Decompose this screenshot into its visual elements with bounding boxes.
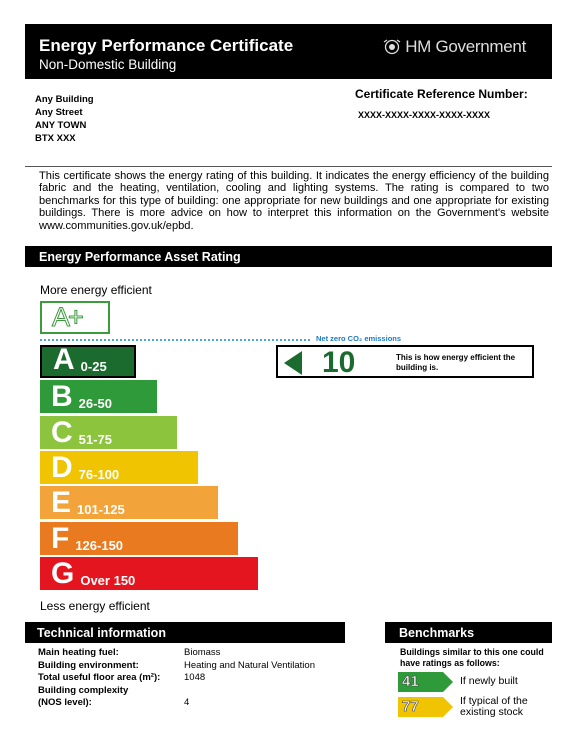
band-range: 76-100 bbox=[78, 466, 120, 482]
band-range: Over 150 bbox=[80, 572, 136, 588]
band-g bbox=[40, 557, 258, 590]
technical-table bbox=[38, 647, 315, 710]
band-b bbox=[40, 380, 157, 413]
band-e bbox=[40, 486, 218, 519]
technical-key: Building complexity bbox=[38, 684, 129, 696]
benchmark-existing bbox=[398, 695, 528, 718]
benchmark-existing-label: If typical of the existing stock bbox=[460, 695, 528, 718]
rating-description: This is how energy efficient the building is. bbox=[396, 353, 516, 372]
rating-arrow-icon bbox=[284, 351, 302, 375]
band-range: 101-125 bbox=[77, 502, 125, 518]
benchmark-new bbox=[398, 672, 518, 692]
more-efficient-label: More energy efficient bbox=[40, 283, 152, 297]
benchmarks-heading: Benchmarks bbox=[385, 622, 552, 643]
government-name: HM Government bbox=[405, 37, 526, 56]
building-rating-indicator bbox=[276, 345, 534, 378]
benchmark-existing-value: 77 bbox=[402, 698, 419, 715]
building-address bbox=[35, 93, 94, 145]
technical-value: Heating and Natural Ventilation bbox=[184, 659, 315, 671]
technical-row bbox=[38, 672, 315, 685]
technical-key: Main heating fuel: bbox=[38, 647, 119, 658]
benchmark-new-value: 41 bbox=[402, 673, 419, 690]
band-a bbox=[40, 345, 136, 378]
technical-row bbox=[38, 697, 315, 710]
benchmark-new-label: If newly built bbox=[460, 675, 518, 687]
certificate-ref-number: XXXX-XXXX-XXXX-XXXX-XXXX bbox=[358, 110, 491, 120]
address-line: Any Street bbox=[35, 107, 83, 118]
net-zero-line bbox=[40, 339, 310, 341]
address-line: BTX XXX bbox=[35, 133, 76, 144]
certificate-title: Energy Performance Certificate bbox=[39, 36, 294, 55]
technical-key: (NOS level): bbox=[38, 697, 92, 709]
band-d bbox=[40, 451, 198, 484]
band-letter: F bbox=[51, 521, 70, 555]
address-line: Any Building bbox=[35, 94, 94, 105]
rating-value: 10 bbox=[322, 346, 356, 379]
band-letter: B bbox=[51, 380, 73, 414]
band-f bbox=[40, 522, 238, 555]
band-range: 126-150 bbox=[75, 537, 124, 553]
technical-row bbox=[38, 647, 315, 660]
band-range: 0-25 bbox=[80, 359, 107, 374]
asset-rating-heading: Energy Performance Asset Rating bbox=[25, 246, 552, 267]
technical-value: Biomass bbox=[184, 647, 221, 658]
technical-row bbox=[38, 660, 315, 673]
band-aplus-letter: A+ bbox=[52, 302, 82, 332]
technical-key: Building environment: bbox=[38, 659, 139, 671]
band-letter: D bbox=[51, 450, 73, 484]
technical-heading: Technical information bbox=[25, 622, 345, 643]
band-range: 26-50 bbox=[78, 396, 112, 412]
band-c bbox=[40, 416, 177, 449]
royal-crest-icon bbox=[383, 39, 401, 55]
technical-row bbox=[38, 685, 315, 698]
divider bbox=[25, 166, 552, 167]
benchmarks-intro: Buildings similar to this one could have ratings as follows: bbox=[400, 647, 544, 668]
band-letter: G bbox=[51, 556, 75, 590]
technical-value: 1048 bbox=[184, 672, 206, 684]
technical-key: Total useful floor area (m²): bbox=[38, 672, 161, 684]
band-letter: C bbox=[51, 415, 73, 449]
certificate-header bbox=[25, 24, 552, 79]
band-letter: E bbox=[51, 486, 72, 520]
certificate-ref-label: Certificate Reference Number: bbox=[355, 87, 528, 101]
band-letter: A bbox=[53, 343, 75, 376]
band-aplus bbox=[40, 301, 110, 334]
technical-value: 4 bbox=[184, 697, 190, 709]
net-zero-label: Net zero CO₂ emissions bbox=[316, 334, 402, 343]
hm-government-logo bbox=[383, 37, 526, 57]
band-range: 51-75 bbox=[78, 431, 112, 447]
certificate-subtitle: Non-Domestic Building bbox=[39, 57, 177, 72]
intro-text: This certificate shows the energy rating of this building. It indicates the energy efficiency of the building fabric and the heating, ventilation, cooling and lighting systems. The rating is compared to two benchmarks for this type of building: one appropriate for new buildings and one appropriate for existing buildings. There is more advice on how to interpret this information on the Government's website www.communities.gov.uk/epbd. bbox=[39, 170, 549, 232]
less-efficient-label: Less energy efficient bbox=[40, 599, 150, 613]
address-line: ANY TOWN bbox=[35, 120, 87, 131]
